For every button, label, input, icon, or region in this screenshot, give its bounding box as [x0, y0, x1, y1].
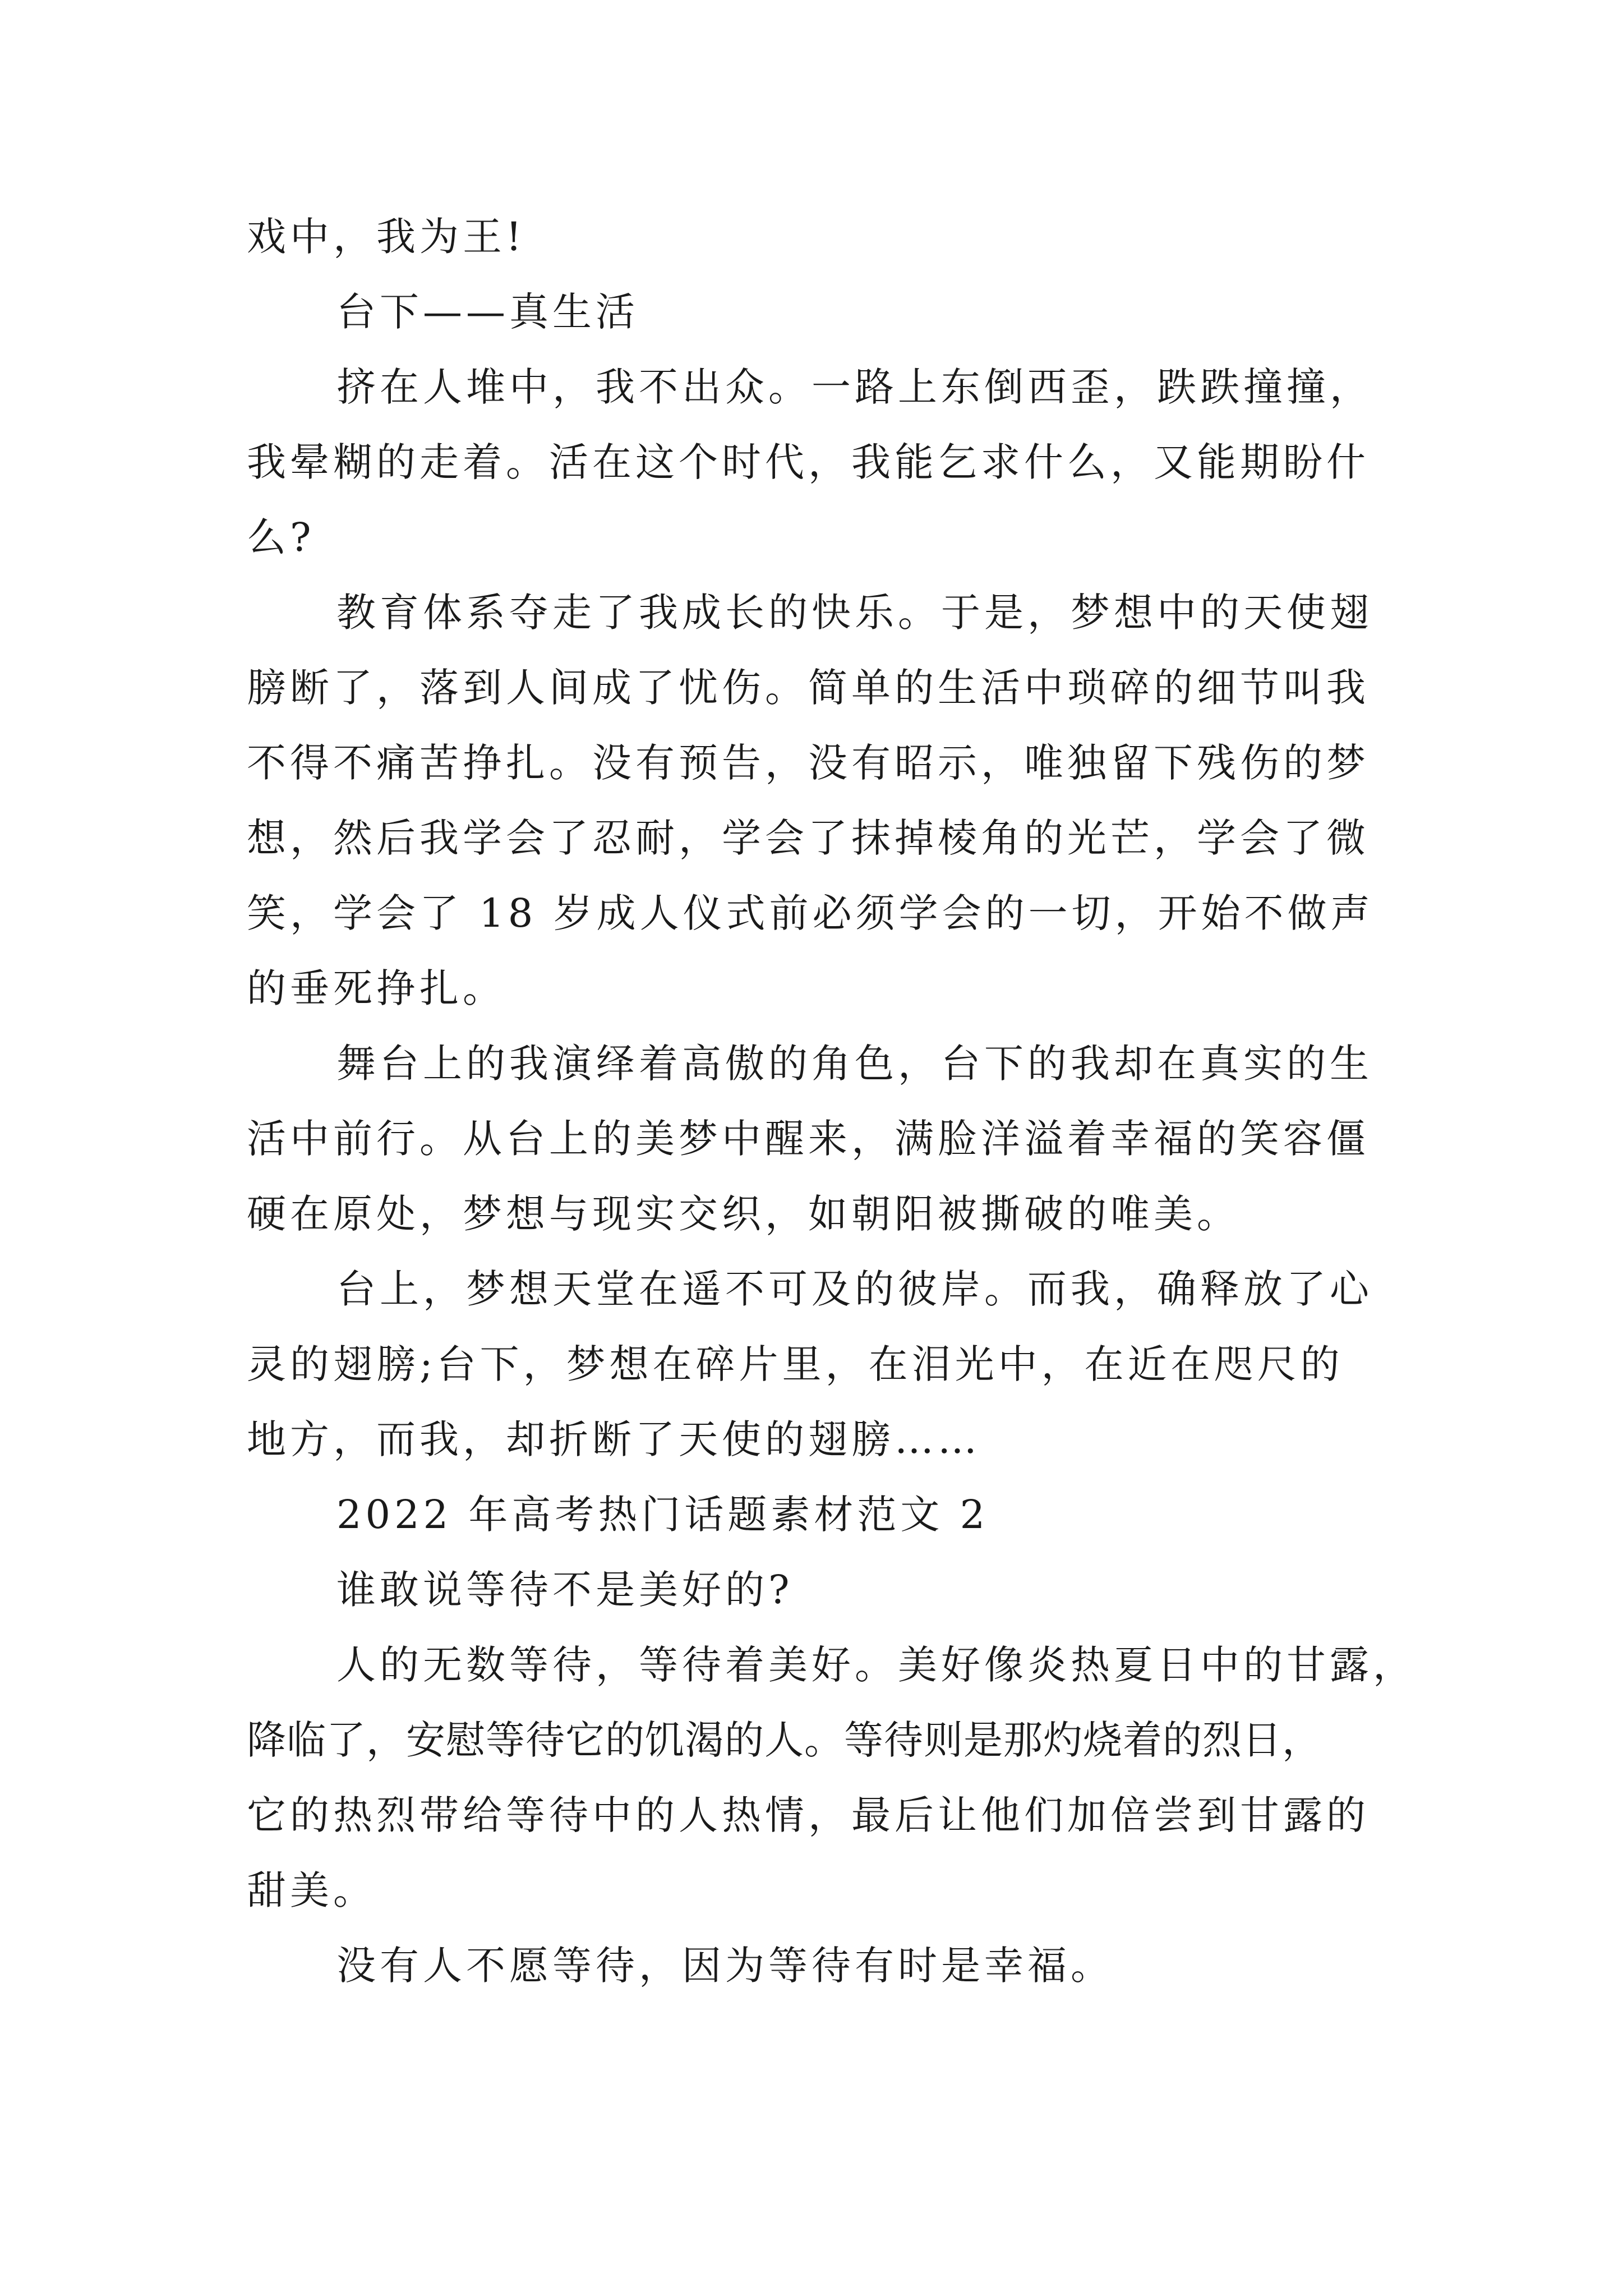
text-line: 我晕糊的走着。活在这个时代，我能乞求什么，又能期盼什	[247, 439, 1370, 485]
text-line: 地方，而我，却折断了天使的翅膀……	[247, 1416, 981, 1462]
text-line: 甜美。	[247, 1867, 376, 1913]
text-line: 台上，梦想天堂在遥不可及的彼岸。而我，确释放了心	[336, 1266, 1373, 1312]
text-line: 它的热烈带给等待中的人热情，最后让他们加倍尝到甘露的	[247, 1792, 1370, 1838]
text-line: 教育体系夺走了我成长的快乐。于是，梦想中的天使翅	[336, 590, 1373, 636]
text-line: 戏中，我为王!	[247, 214, 526, 260]
text-line: 台下——真生活	[336, 289, 639, 335]
text-line: 舞台上的我演绎着高傲的角色，台下的我却在真实的生	[336, 1041, 1373, 1087]
text-line: 活中前行。从台上的美梦中醒来，满脸洋溢着幸福的笑容僵	[247, 1116, 1370, 1162]
body-text	[247, 208, 1416, 2012]
text-line: 不得不痛苦挣扎。没有预告，没有昭示，唯独留下残伤的梦	[247, 740, 1370, 786]
text-line: 人的无数等待，等待着美好。美好像炎热夏日中的甘露，	[336, 1642, 1416, 1688]
text-line: 没有人不愿等待，因为等待有时是幸福。	[336, 1943, 1114, 1989]
text-line: 膀断了，落到人间成了忧伤。简单的生活中琐碎的细节叫我	[247, 665, 1370, 711]
text-line: 灵的翅膀;台下，梦想在碎片里，在泪光中，在近在咫尺的	[247, 1341, 1344, 1387]
text-line: 硬在原处，梦想与现实交织，如朝阳被撕破的唯美。	[247, 1191, 1240, 1237]
text-line: 的垂死挣扎。	[247, 965, 506, 1011]
text-line: 挤在人堆中，我不出众。一路上东倒西歪，跌跌撞撞，	[336, 364, 1373, 410]
text-line: 笑，学会了 18 岁成人仪式前必须学会的一切，开始不做声	[247, 890, 1374, 936]
text-line: 2022 年高考热门话题素材范文 2	[336, 1492, 989, 1538]
text-line: 么?	[247, 514, 315, 560]
text-line: 降临了，安慰等待它的饥渴的人。等待则是那灼烧着的烈日，	[247, 1717, 1322, 1763]
text-line: 想，然后我学会了忍耐，学会了抹掉棱角的光芒，学会了微	[247, 815, 1370, 861]
text-line: 谁敢说等待不是美好的?	[336, 1567, 794, 1613]
